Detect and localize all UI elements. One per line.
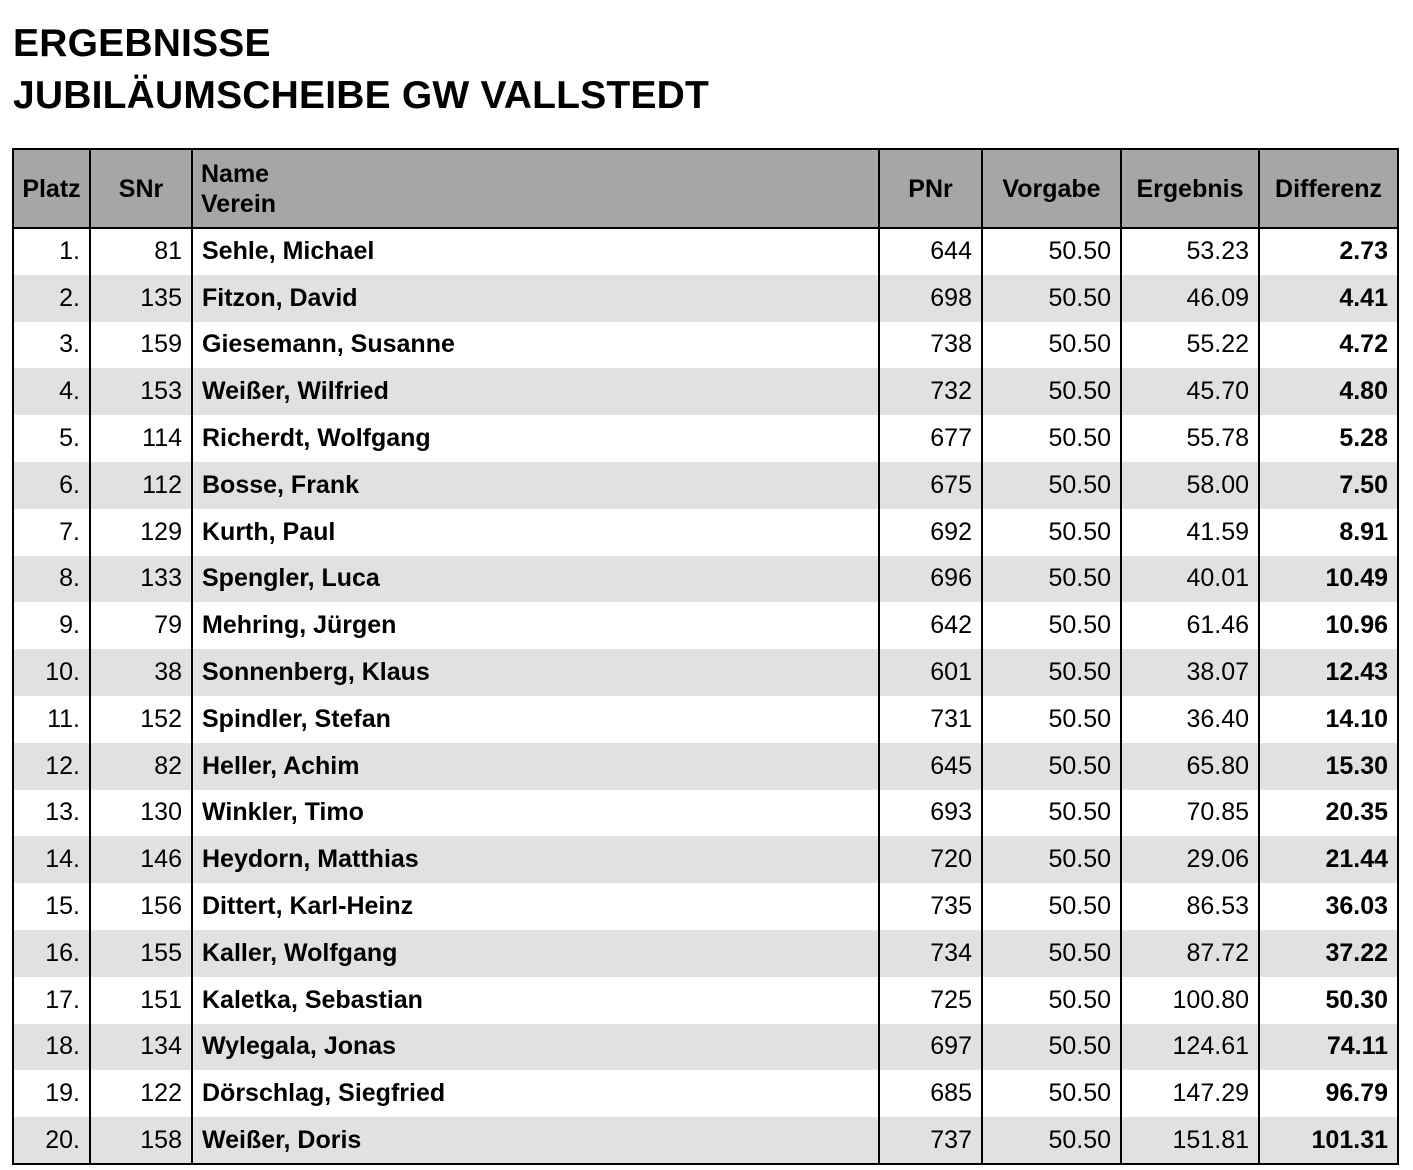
cell-snr: 133: [90, 556, 192, 603]
cell-platz: 4.: [13, 368, 90, 415]
cell-vorgabe: 50.50: [982, 696, 1121, 743]
cell-pnr: 698: [879, 275, 982, 322]
header-verein: Verein: [201, 189, 277, 218]
header-name: Name: [201, 159, 270, 188]
cell-ergebnis: 53.23: [1121, 228, 1259, 275]
table-row: [13, 462, 1398, 509]
cell-snr: 114: [90, 415, 192, 462]
title-line-1: ERGEBNISSE: [13, 22, 271, 65]
cell-differenz: 5.28: [1259, 415, 1398, 462]
table-row: [13, 1070, 1398, 1117]
table-row: [13, 836, 1398, 883]
cell-vorgabe: 50.50: [982, 275, 1121, 322]
cell-pnr: 720: [879, 836, 982, 883]
cell-snr: 153: [90, 368, 192, 415]
cell-snr: 159: [90, 322, 192, 369]
cell-differenz: 20.35: [1259, 790, 1398, 837]
cell-vorgabe: 50.50: [982, 228, 1121, 275]
cell-name: Richerdt, Wolfgang: [192, 415, 879, 462]
cell-differenz: 96.79: [1259, 1070, 1398, 1117]
header-snr: SNr: [90, 149, 192, 228]
cell-ergebnis: 100.80: [1121, 977, 1259, 1024]
cell-ergebnis: 55.22: [1121, 322, 1259, 369]
results-table: [12, 148, 1399, 1165]
cell-pnr: 642: [879, 602, 982, 649]
cell-pnr: 644: [879, 228, 982, 275]
cell-snr: 134: [90, 1024, 192, 1071]
cell-platz: 3.: [13, 322, 90, 369]
cell-snr: 130: [90, 790, 192, 837]
cell-ergebnis: 36.40: [1121, 696, 1259, 743]
cell-differenz: 101.31: [1259, 1117, 1398, 1164]
table-row: [13, 415, 1398, 462]
cell-differenz: 7.50: [1259, 462, 1398, 509]
cell-name: Weißer, Wilfried: [192, 368, 879, 415]
table-row: [13, 649, 1398, 696]
cell-pnr: 738: [879, 322, 982, 369]
cell-platz: 9.: [13, 602, 90, 649]
table-row: [13, 602, 1398, 649]
cell-ergebnis: 41.59: [1121, 509, 1259, 556]
cell-platz: 1.: [13, 228, 90, 275]
cell-name: Heller, Achim: [192, 743, 879, 790]
cell-name: Mehring, Jürgen: [192, 602, 879, 649]
cell-vorgabe: 50.50: [982, 977, 1121, 1024]
cell-pnr: 697: [879, 1024, 982, 1071]
header-pnr: PNr: [879, 149, 982, 228]
cell-vorgabe: 50.50: [982, 1117, 1121, 1164]
cell-ergebnis: 147.29: [1121, 1070, 1259, 1117]
cell-snr: 79: [90, 602, 192, 649]
cell-name: Spindler, Stefan: [192, 696, 879, 743]
cell-snr: 112: [90, 462, 192, 509]
cell-differenz: 2.73: [1259, 228, 1398, 275]
header-name-verein: [192, 149, 879, 228]
cell-snr: 129: [90, 509, 192, 556]
cell-vorgabe: 50.50: [982, 322, 1121, 369]
cell-ergebnis: 40.01: [1121, 556, 1259, 603]
table-row: [13, 228, 1398, 275]
cell-pnr: 693: [879, 790, 982, 837]
cell-name: Heydorn, Matthias: [192, 836, 879, 883]
cell-vorgabe: 50.50: [982, 930, 1121, 977]
cell-differenz: 12.43: [1259, 649, 1398, 696]
cell-name: Dittert, Karl-Heinz: [192, 883, 879, 930]
table-row: [13, 743, 1398, 790]
cell-snr: 152: [90, 696, 192, 743]
cell-differenz: 4.80: [1259, 368, 1398, 415]
table-row: [13, 790, 1398, 837]
cell-differenz: 21.44: [1259, 836, 1398, 883]
cell-pnr: 737: [879, 1117, 982, 1164]
cell-ergebnis: 124.61: [1121, 1024, 1259, 1071]
table-row: [13, 275, 1398, 322]
cell-vorgabe: 50.50: [982, 743, 1121, 790]
cell-ergebnis: 86.53: [1121, 883, 1259, 930]
cell-vorgabe: 50.50: [982, 1024, 1121, 1071]
cell-ergebnis: 151.81: [1121, 1117, 1259, 1164]
cell-name: Giesemann, Susanne: [192, 322, 879, 369]
cell-name: Wylegala, Jonas: [192, 1024, 879, 1071]
cell-pnr: 675: [879, 462, 982, 509]
cell-platz: 5.: [13, 415, 90, 462]
cell-pnr: 696: [879, 556, 982, 603]
cell-pnr: 677: [879, 415, 982, 462]
table-row: [13, 322, 1398, 369]
header-vorgabe: Vorgabe: [982, 149, 1121, 228]
cell-vorgabe: 50.50: [982, 1070, 1121, 1117]
cell-platz: 13.: [13, 790, 90, 837]
table-row: [13, 368, 1398, 415]
table-row: [13, 696, 1398, 743]
table-body: [13, 228, 1398, 1164]
cell-ergebnis: 70.85: [1121, 790, 1259, 837]
cell-differenz: 10.49: [1259, 556, 1398, 603]
cell-platz: 8.: [13, 556, 90, 603]
table-row: [13, 1117, 1398, 1164]
cell-pnr: 731: [879, 696, 982, 743]
cell-ergebnis: 58.00: [1121, 462, 1259, 509]
cell-platz: 10.: [13, 649, 90, 696]
cell-differenz: 4.72: [1259, 322, 1398, 369]
cell-name: Kurth, Paul: [192, 509, 879, 556]
cell-name: Sonnenberg, Klaus: [192, 649, 879, 696]
cell-platz: 17.: [13, 977, 90, 1024]
header-ergebnis: Ergebnis: [1121, 149, 1259, 228]
cell-vorgabe: 50.50: [982, 883, 1121, 930]
cell-name: Spengler, Luca: [192, 556, 879, 603]
cell-platz: 6.: [13, 462, 90, 509]
table-header: [13, 149, 1398, 228]
cell-differenz: 15.30: [1259, 743, 1398, 790]
cell-name: Sehle, Michael: [192, 228, 879, 275]
cell-ergebnis: 38.07: [1121, 649, 1259, 696]
cell-platz: 11.: [13, 696, 90, 743]
cell-name: Weißer, Doris: [192, 1117, 879, 1164]
cell-platz: 20.: [13, 1117, 90, 1164]
cell-pnr: 645: [879, 743, 982, 790]
header-row: [13, 149, 1398, 228]
cell-platz: 16.: [13, 930, 90, 977]
cell-ergebnis: 65.80: [1121, 743, 1259, 790]
cell-vorgabe: 50.50: [982, 368, 1121, 415]
table-row: [13, 930, 1398, 977]
table-row: [13, 1024, 1398, 1071]
cell-snr: 82: [90, 743, 192, 790]
cell-name: Fitzon, David: [192, 275, 879, 322]
cell-vorgabe: 50.50: [982, 649, 1121, 696]
table-row: [13, 977, 1398, 1024]
cell-vorgabe: 50.50: [982, 509, 1121, 556]
cell-pnr: 685: [879, 1070, 982, 1117]
cell-pnr: 692: [879, 509, 982, 556]
cell-snr: 81: [90, 228, 192, 275]
cell-ergebnis: 87.72: [1121, 930, 1259, 977]
cell-pnr: 725: [879, 977, 982, 1024]
cell-name: Dörschlag, Siegfried: [192, 1070, 879, 1117]
table-row: [13, 556, 1398, 603]
cell-ergebnis: 45.70: [1121, 368, 1259, 415]
cell-snr: 146: [90, 836, 192, 883]
cell-platz: 2.: [13, 275, 90, 322]
cell-ergebnis: 29.06: [1121, 836, 1259, 883]
cell-vorgabe: 50.50: [982, 790, 1121, 837]
cell-ergebnis: 61.46: [1121, 602, 1259, 649]
cell-differenz: 8.91: [1259, 509, 1398, 556]
cell-differenz: 14.10: [1259, 696, 1398, 743]
cell-platz: 18.: [13, 1024, 90, 1071]
header-platz: Platz: [13, 149, 90, 228]
cell-pnr: 732: [879, 368, 982, 415]
cell-differenz: 50.30: [1259, 977, 1398, 1024]
cell-pnr: 735: [879, 883, 982, 930]
cell-platz: 15.: [13, 883, 90, 930]
cell-name: Kaletka, Sebastian: [192, 977, 879, 1024]
cell-pnr: 601: [879, 649, 982, 696]
cell-snr: 38: [90, 649, 192, 696]
cell-snr: 156: [90, 883, 192, 930]
cell-vorgabe: 50.50: [982, 836, 1121, 883]
cell-vorgabe: 50.50: [982, 462, 1121, 509]
cell-vorgabe: 50.50: [982, 602, 1121, 649]
cell-snr: 155: [90, 930, 192, 977]
cell-differenz: 74.11: [1259, 1024, 1398, 1071]
cell-snr: 135: [90, 275, 192, 322]
cell-platz: 12.: [13, 743, 90, 790]
cell-pnr: 734: [879, 930, 982, 977]
cell-vorgabe: 50.50: [982, 415, 1121, 462]
cell-snr: 151: [90, 977, 192, 1024]
cell-ergebnis: 55.78: [1121, 415, 1259, 462]
cell-differenz: 10.96: [1259, 602, 1398, 649]
page-title: [13, 18, 709, 122]
cell-differenz: 4.41: [1259, 275, 1398, 322]
table-row: [13, 509, 1398, 556]
cell-platz: 19.: [13, 1070, 90, 1117]
cell-differenz: 36.03: [1259, 883, 1398, 930]
header-differenz: Differenz: [1259, 149, 1398, 228]
cell-platz: 7.: [13, 509, 90, 556]
cell-vorgabe: 50.50: [982, 556, 1121, 603]
cell-name: Winkler, Timo: [192, 790, 879, 837]
cell-name: Bosse, Frank: [192, 462, 879, 509]
table-row: [13, 883, 1398, 930]
cell-snr: 158: [90, 1117, 192, 1164]
cell-snr: 122: [90, 1070, 192, 1117]
cell-platz: 14.: [13, 836, 90, 883]
cell-name: Kaller, Wolfgang: [192, 930, 879, 977]
cell-ergebnis: 46.09: [1121, 275, 1259, 322]
title-line-2: JUBILÄUMSCHEIBE GW VALLSTEDT: [13, 74, 710, 117]
cell-differenz: 37.22: [1259, 930, 1398, 977]
